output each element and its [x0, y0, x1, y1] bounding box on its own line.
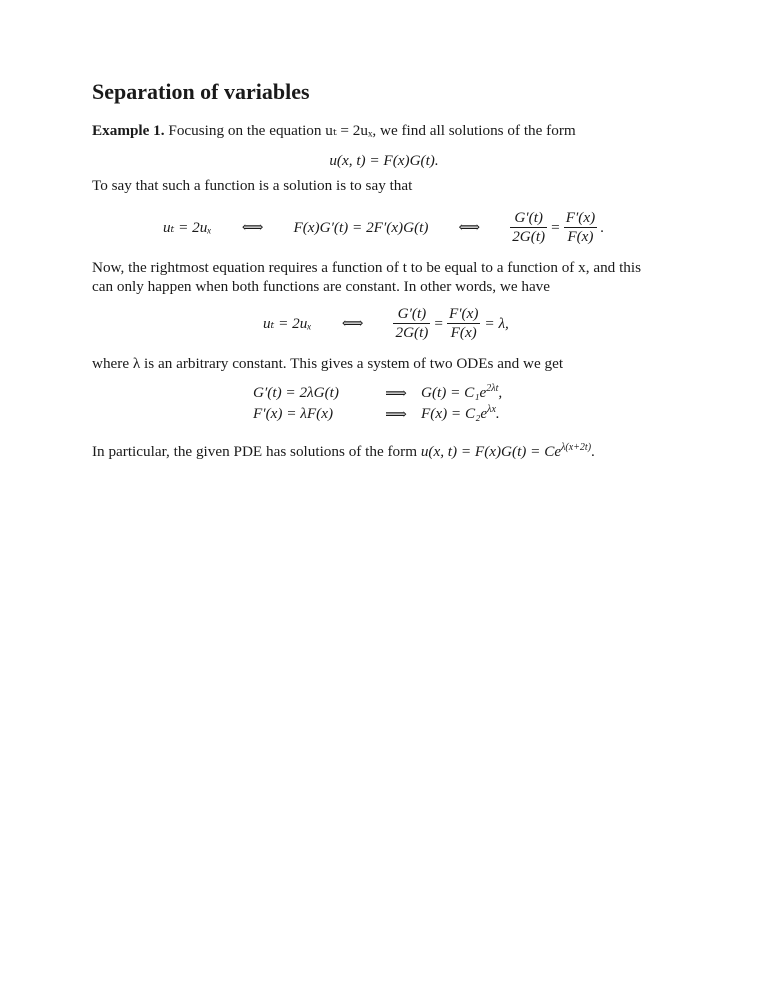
example-intro-text: Focusing on the equation uₜ = 2uₓ, we find all solutions of the form	[168, 122, 576, 139]
eq1-lhs: uₜ = 2uₓ	[163, 219, 212, 236]
ode-rhs-base: F(x) = C₂e	[421, 405, 488, 423]
ode-system	[253, 383, 502, 425]
fraction-denominator: 2G(t)	[395, 324, 429, 341]
ode-rhs	[421, 383, 502, 402]
equivalence-equation-2	[263, 305, 509, 342]
fraction-numerator: F′(x)	[448, 305, 479, 322]
period: .	[591, 443, 595, 461]
example-label: Example 1.	[92, 122, 165, 139]
conclusion-math: u(x, t) = F(x)G(t) = Ce	[420, 443, 562, 461]
ode-row-g	[253, 383, 502, 403]
conclusion-line	[92, 442, 595, 461]
fraction-numerator: G′(t)	[393, 305, 430, 324]
period: .	[600, 218, 604, 236]
eq2-lhs: uₜ = 2uₓ	[263, 315, 312, 332]
conclusion-text: In particular, the given PDE has solutions of the form	[92, 443, 421, 461]
fraction-g	[510, 209, 547, 246]
iff-arrow: ⟺	[458, 219, 481, 236]
implies-arrow: ⟹	[385, 405, 407, 423]
equals-sign: =	[551, 218, 560, 236]
example-intro-line	[92, 121, 576, 140]
ode-rhs-base: G(t) = C₁e	[421, 384, 487, 402]
fraction-numerator: G′(t)	[510, 209, 547, 228]
fraction-numerator: F′(x)	[565, 209, 596, 226]
equivalence-equation-1	[163, 209, 604, 246]
ode-lhs: G′(t) = 2λG(t)	[253, 384, 339, 401]
exponent: λx	[487, 404, 496, 416]
ode-lhs: F′(x) = λF(x)	[253, 405, 334, 422]
equals-sign: =	[434, 314, 443, 332]
implies-arrow: ⟹	[385, 384, 407, 402]
where-line: where λ is an arbitrary constant. This gives a system of two ODEs and we get	[92, 355, 564, 372]
lambda-end: = λ,	[484, 314, 509, 332]
section-title: Separation of variables	[92, 79, 310, 104]
exponent: 2λt	[486, 383, 499, 395]
iff-arrow: ⟺	[341, 315, 364, 332]
punct: ,	[498, 384, 503, 402]
say-line: To say that such a function is a solution is to say that	[92, 177, 413, 194]
fraction-g	[393, 305, 430, 342]
exponent: λ(x+2t)	[561, 442, 592, 453]
ode-rhs	[421, 404, 500, 423]
iff-arrow: ⟺	[241, 219, 264, 236]
fraction-f	[564, 209, 597, 246]
fraction-denominator: F(x)	[567, 228, 594, 245]
fraction-denominator: F(x)	[450, 324, 477, 341]
now-line-1: Now, the rightmost equation requires a function of t to be equal to a function of x, and this	[92, 259, 642, 276]
eq1-mid: F(x)G′(t) = 2F′(x)G(t)	[293, 218, 429, 236]
ode-row-f	[253, 403, 502, 425]
fraction-f	[447, 305, 480, 342]
punct: .	[495, 405, 500, 423]
form-equation: u(x, t) = F(x)G(t).	[329, 152, 439, 169]
now-line-2: can only happen when both functions are constant. In other words, we have	[92, 278, 551, 295]
fraction-denominator: 2G(t)	[512, 228, 546, 245]
